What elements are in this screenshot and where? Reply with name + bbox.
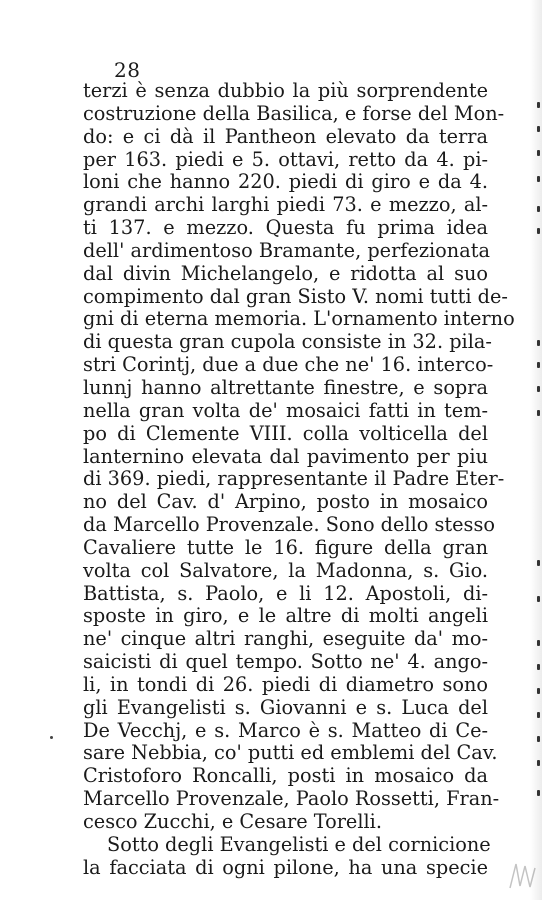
text-line: lanternino elevata dal pavimento per piu <box>83 444 488 468</box>
text-line: da Marcello Provenzale. Sono dello stesso <box>83 513 495 537</box>
text-line: sposte in giro, e le altre di molti angeli <box>83 604 488 628</box>
text-line: gli Evangelisti s. Giovanni e s. Luca del <box>83 695 488 719</box>
gutter-mark <box>537 712 540 718</box>
gutter-mark <box>537 102 540 108</box>
text-line: Battista, s. Paolo, e li 12. Apostoli, di- <box>83 581 488 605</box>
gutter-mark <box>537 596 540 602</box>
text-line: sare Nebbia, co' putti ed emblemi del Cav. <box>83 741 498 765</box>
text-line: volta col Salvatore, la Madonna, s. Gio. <box>83 558 488 582</box>
text-line: di questa gran cupola consiste in 32. pila- <box>83 330 492 354</box>
body-text <box>83 79 515 880</box>
paper-stain <box>508 860 538 890</box>
page-number: 28 <box>114 58 141 82</box>
gutter-mark <box>537 206 540 212</box>
text-line: De Vecchj, e s. Marco è s. Matteo di Ce- <box>83 718 488 742</box>
gutter-mark <box>537 362 540 368</box>
gutter-mark <box>537 790 540 796</box>
text-line: po di Clemente VIII. colla volticella del <box>83 421 488 445</box>
gutter-mark <box>537 664 540 670</box>
gutter-mark <box>537 760 540 766</box>
text-line: no del Cav. d' Arpino, posto in mosaico <box>83 490 488 514</box>
gutter-mark <box>537 228 540 234</box>
text-line: loni che hanno 220. piedi di giro e da 4. <box>83 170 488 194</box>
gutter-mark <box>537 736 540 742</box>
gutter-mark <box>537 688 540 694</box>
text-line: grandi archi larghi piedi 73. e mezzo, al- <box>83 193 488 217</box>
text-line: Marcello Provenzale, Paolo Rossetti, Fran- <box>83 787 500 811</box>
gutter-mark <box>537 150 540 156</box>
text-line: gni di eterna memoria. L'ornamento interno <box>83 307 515 331</box>
text-line: Cavaliere tutte le 16. figure della gran <box>83 535 488 559</box>
text-line: saicisti di quel tempo. Sotto ne' 4. ango- <box>83 650 488 674</box>
gutter-mark <box>537 176 540 182</box>
gutter-mark <box>537 640 540 646</box>
text-line: stri Corintj, due a due che ne' 16. interco- <box>83 353 494 377</box>
text-line: cesco Zucchi, e Cesare Torelli. <box>83 810 382 833</box>
text-line: Sotto degli Evangelisti e del cornicione <box>107 832 491 856</box>
gutter-mark <box>537 386 540 392</box>
text-line: terzi è senza dubbio la più sorprendente <box>83 79 488 102</box>
gutter-mark <box>537 410 540 416</box>
margin-mark <box>50 736 53 739</box>
text-line: per 163. piedi e 5. ottavi, retto da 4. pi- <box>83 147 488 171</box>
gutter-mark <box>537 560 540 566</box>
text-line: ti 137. e mezzo. Questa fu prima idea <box>83 216 488 240</box>
text-line: li, in tondi di 26. piedi di diametro sono <box>83 672 488 696</box>
gutter-mark <box>537 126 540 132</box>
text-line: di 369. piedi, rappresentante il Padre Eter- <box>83 467 505 491</box>
text-line: compimento dal gran Sisto V. nomi tutti de- <box>83 284 508 308</box>
text-line: do: e ci dà il Pantheon elevato da terra <box>83 124 488 148</box>
gutter-mark <box>537 340 540 346</box>
text-line: ne' cinque altri ranghi, eseguite da' mo- <box>83 627 488 651</box>
text-line: dal divin Michelangelo, e ridotta al suo <box>83 261 488 285</box>
text-line: Cristoforo Roncalli, posti in mosaico da <box>83 764 488 788</box>
page-gutter <box>530 0 542 900</box>
text-line: nella gran volta de' mosaici fatti in tem- <box>83 398 488 422</box>
text-line: lunnj hanno altrettante finestre, e sopra <box>83 375 488 399</box>
text-line: costruzione della Basilica, e forse del Mon- <box>83 101 505 125</box>
text-line: la facciata di ogni pilone, ha una specie <box>83 855 488 879</box>
text-line: dell' ardimentoso Bramante, perfezionata <box>83 238 490 262</box>
